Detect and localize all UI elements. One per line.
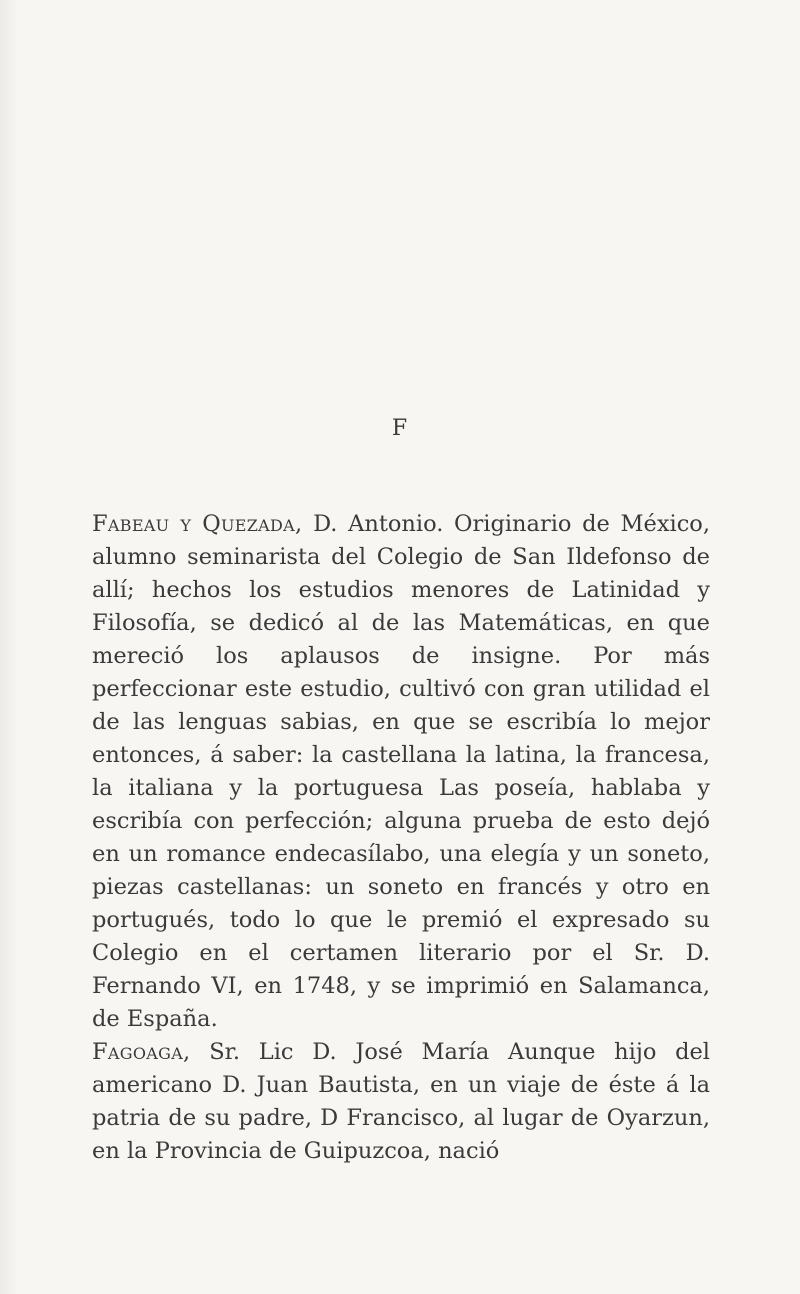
entry-fabeau xyxy=(92,508,710,1036)
entry-text: D. Antonio. Originario de México, alumno seminarista del Colegio de San Ildefonso de allí; hechos los estudios menores de Latinidad y Filosofía, se dedicó al de las Matemáticas, en que mereció los aplausos de insigne. Por más perfeccionar este estudio, cultivó con gran utilidad el de las lenguas sabias, en que se escribía lo mejor entonces, á saber: la castellana la latina, la francesa, la italiana y la portuguesa Las poseía, hablaba y escribía con perfección; alguna prueba de esto dejó en un romance endecasílabo, una elegía y un soneto, piezas castellanas: un soneto en francés y otro en portugués, todo lo que le premió el expresado su Colegio en el certamen literario por el Sr. D. Fernando VI, en 1748, y se imprimió en Salamanca, de España. xyxy=(92,511,711,1032)
section-letter-heading: F xyxy=(391,416,409,441)
page-edge xyxy=(0,0,18,1294)
entry-fagoaga xyxy=(92,1036,710,1168)
dictionary-body xyxy=(92,508,710,1168)
entry-text: Sr. Lic D. José María Aunque hijo del americano D. Juan Bautista, en un viaje de éste á la patria de su padre, D Francisco, al lugar de Oyarzun, en la Provincia de Guipuzcoa, nació xyxy=(92,1039,710,1164)
entry-headword: Fagoaga, xyxy=(92,1039,191,1065)
entry-headword: Fabeau y Quezada, xyxy=(92,511,303,537)
